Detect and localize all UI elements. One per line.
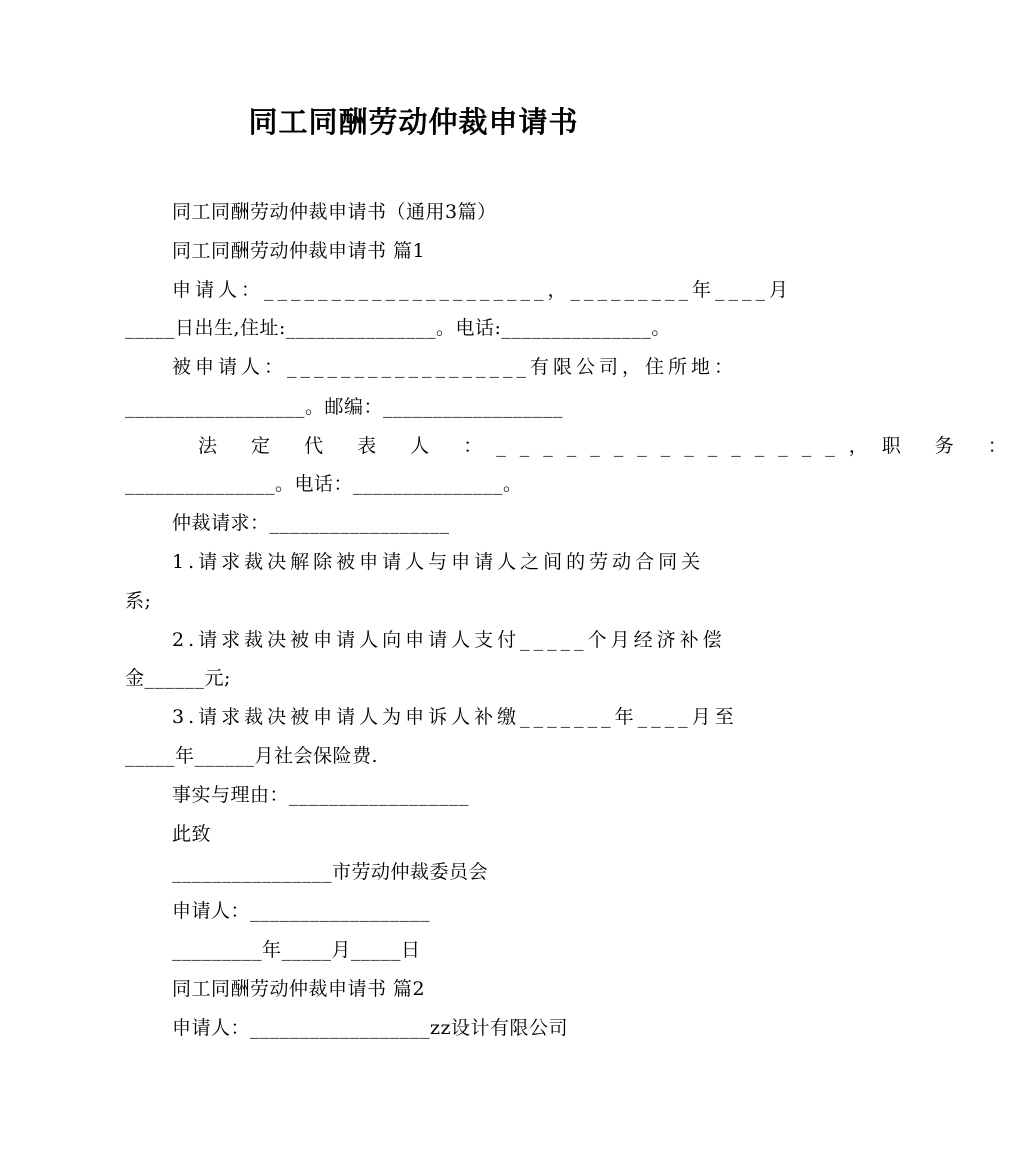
signature-date-line: _________年_____月_____日 <box>172 939 421 961</box>
respondent-line: 被申请人：__________________有限公司，住所地： <box>172 356 738 378</box>
birth-address-phone-line: _____日出生,住址:_______________。电话:_______________。 <box>125 317 671 339</box>
request-item-2: 2.请求裁决被申请人向申请人支付_____个月经济补偿 <box>172 629 726 651</box>
arbitration-request-line: 仲裁请求：__________________ <box>172 512 450 534</box>
request-item-1-cont: 系; <box>125 590 152 612</box>
doc-subtitle: 同工同酬劳动仲裁申请书（通用3篇） <box>172 201 497 223</box>
facts-reasons-line: 事实与理由：__________________ <box>172 784 470 806</box>
postcode-line: __________________。邮编：__________________ <box>125 396 564 418</box>
representative-phone-line: _______________。电话：_______________。 <box>125 473 523 495</box>
section-heading-1: 同工同酬劳动仲裁申请书 篇1 <box>172 240 426 262</box>
request-item-1: 1.请求裁决解除被申请人与申请人之间的劳动合同关 <box>172 551 705 573</box>
applicant-line: 申请人：_____________________，_________年____月 <box>172 279 793 301</box>
committee-line: ________________市劳动仲裁委员会 <box>172 861 489 883</box>
legal-representative-line: 法 定 代 表 人 ：_______________，职 务 ： <box>198 435 1021 457</box>
salutation-line: 此致 <box>172 823 212 845</box>
request-item-3-cont: _____年______月社会保险费. <box>125 745 379 767</box>
document-title: 同工同酬劳动仲裁申请书 <box>248 105 579 139</box>
section-heading-2: 同工同酬劳动仲裁申请书 篇2 <box>172 978 426 1000</box>
signature-applicant-line: 申请人：__________________ <box>172 900 431 922</box>
applicant-line-2: 申请人：__________________zz设计有限公司 <box>172 1017 569 1039</box>
request-item-3: 3.请求裁决被申请人为申诉人补缴_______年____月至 <box>172 706 738 728</box>
request-item-2-cont: 金______元; <box>125 667 231 689</box>
